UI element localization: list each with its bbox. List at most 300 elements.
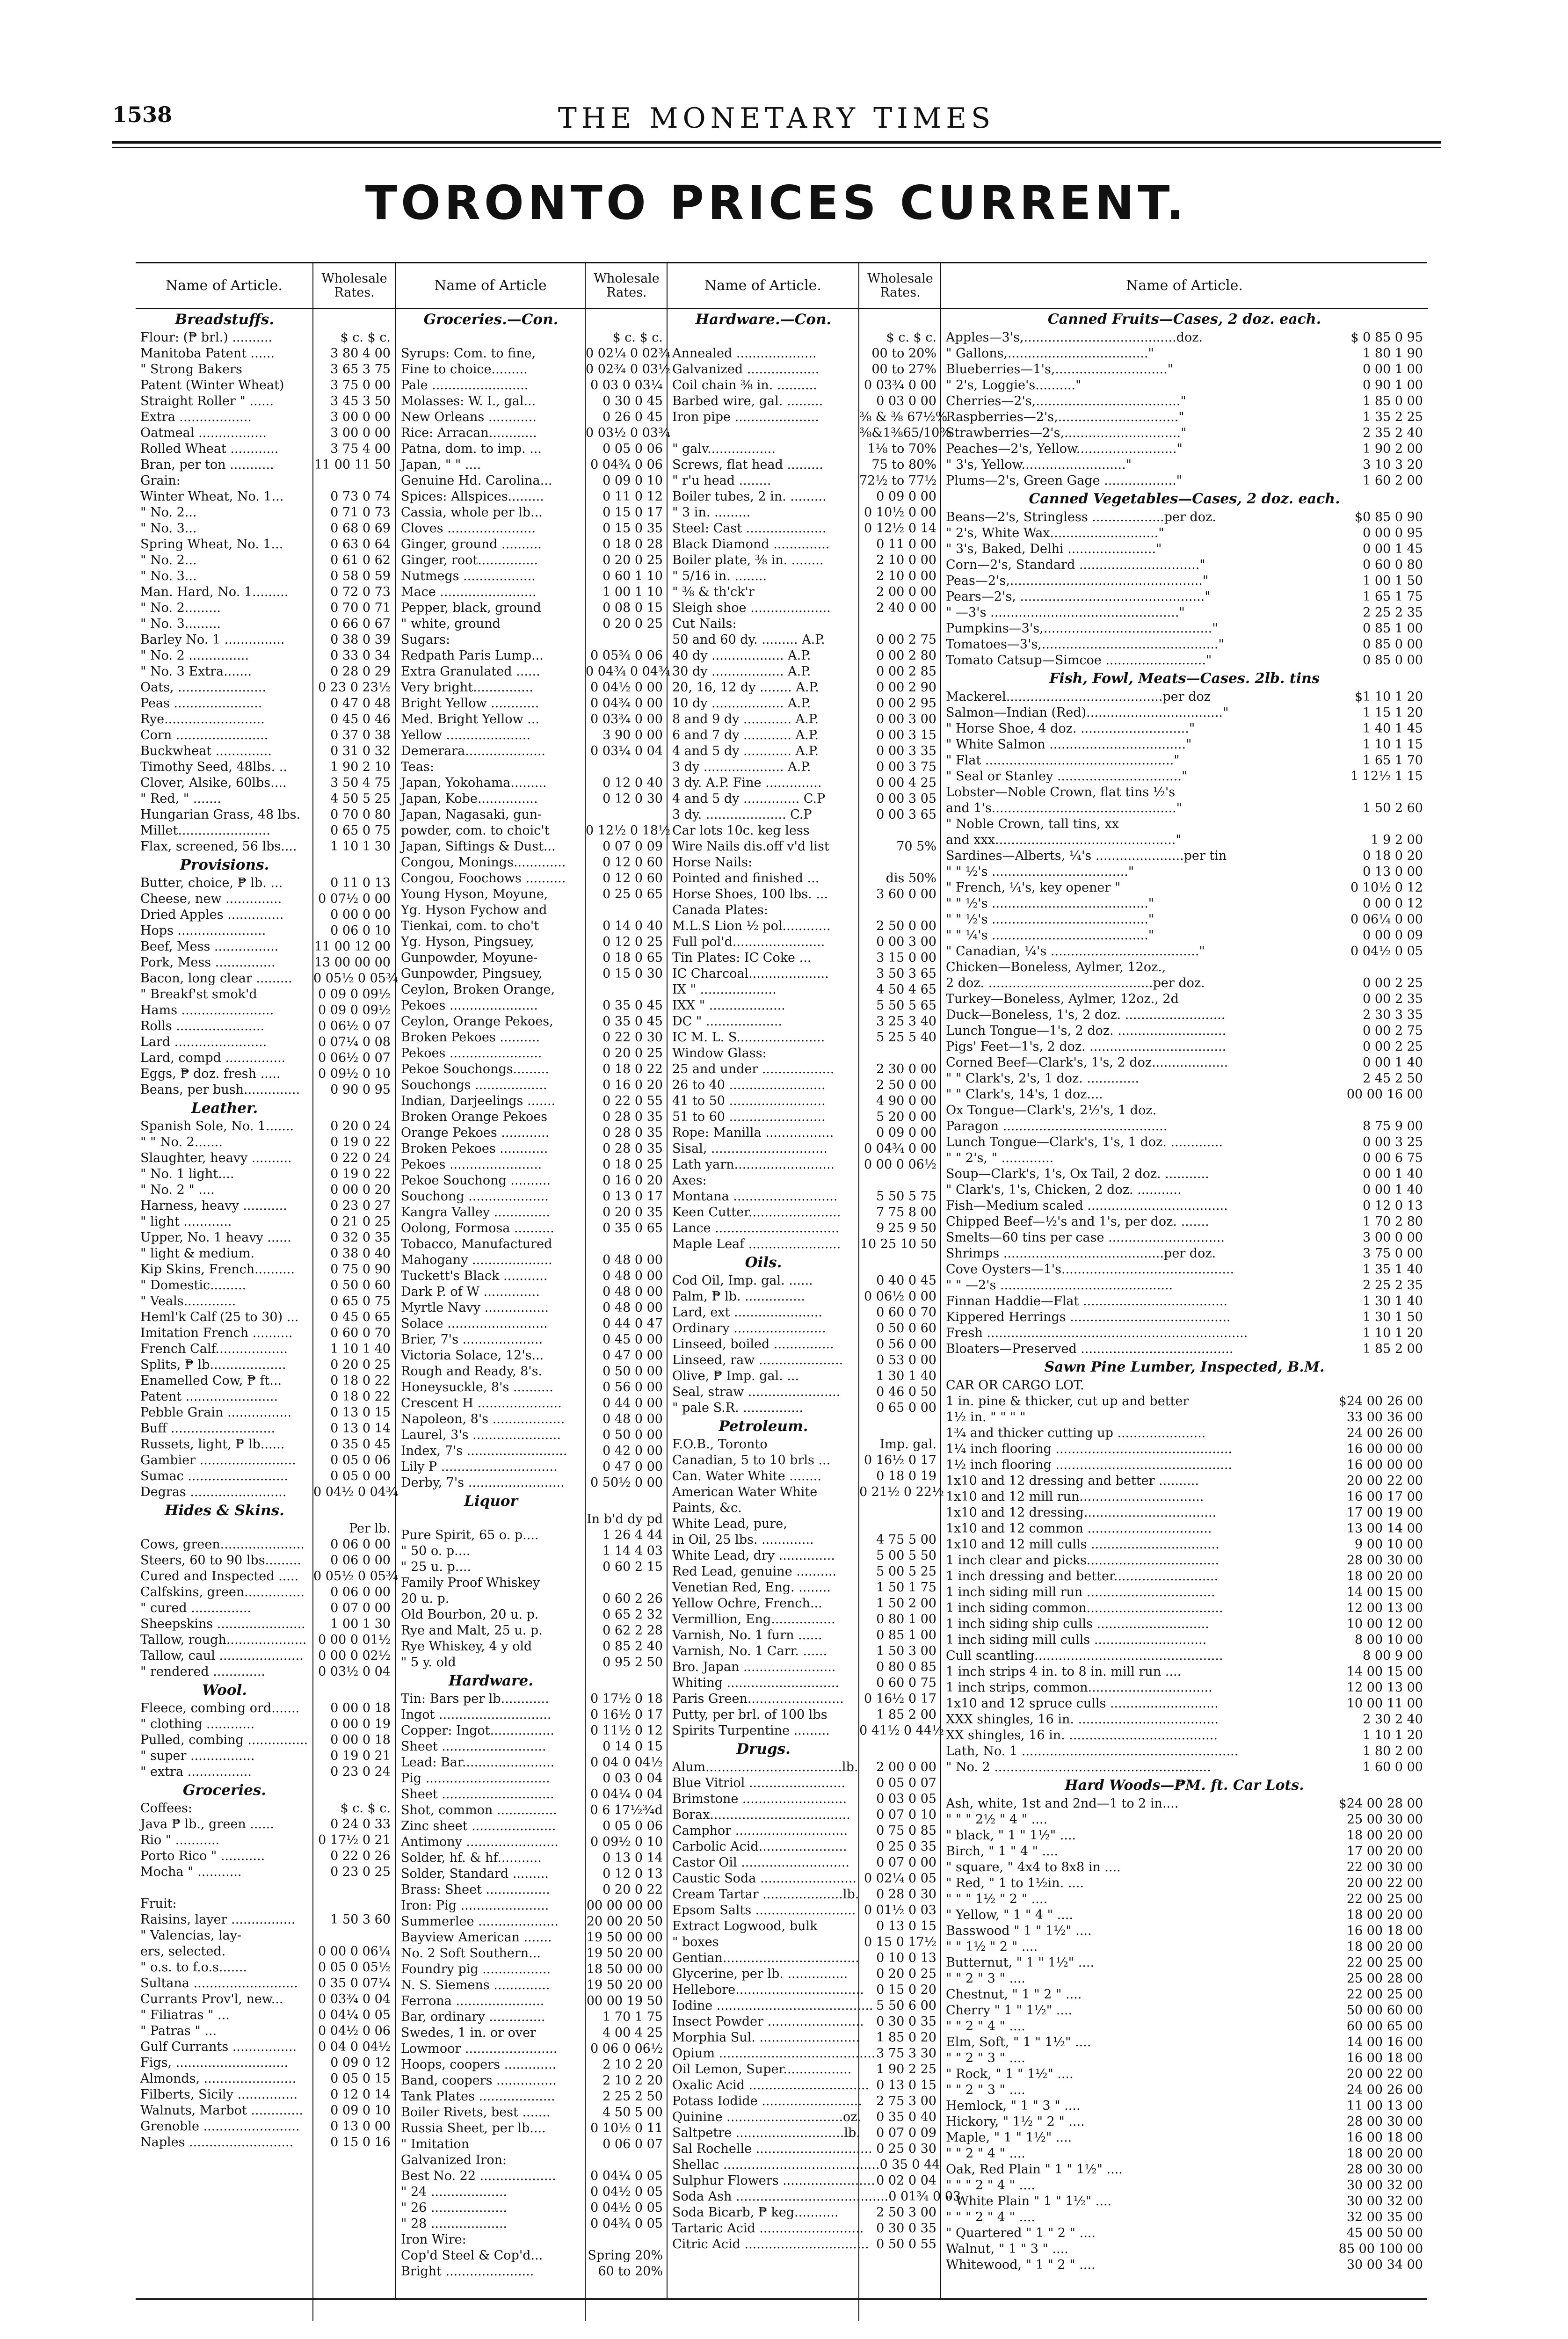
price-row — [941, 1441, 1428, 1457]
page-title: TORONTO PRICES CURRENT. — [365, 175, 1188, 230]
price-row — [668, 378, 941, 393]
wholesale-rate: 0 47 0 00 — [603, 1460, 663, 1474]
price-row — [941, 409, 1428, 425]
wholesale-rate: 25 00 28 00 — [1346, 1971, 1423, 1986]
wholesale-rate: 0 70 0 71 — [330, 601, 391, 615]
article-name: " Noble Crown, tall tins, xx — [946, 817, 1119, 831]
wholesale-rate: 5 20 0 00 — [876, 1110, 936, 1124]
price-row — [941, 1987, 1428, 2003]
wholesale-rate: 0 07 0 00 — [330, 1601, 391, 1615]
price-row — [396, 823, 671, 839]
article-name: 1 inch strips, common............................... — [946, 1680, 1212, 1695]
article-name: Bloaters—Preserved ...................................... — [946, 1342, 1234, 1356]
wholesale-rate: In b'd dy pd — [587, 1512, 663, 1526]
price-row — [941, 2114, 1428, 2130]
article-name: Walnut, " 1 " 3 " .... — [946, 2242, 1068, 2256]
price-row — [136, 1437, 395, 1453]
wholesale-rate: 0 00 0 18 — [330, 1733, 391, 1747]
article-name: Kip Skins, French.......... — [140, 1262, 295, 1277]
price-row — [396, 568, 668, 584]
price-row — [136, 1278, 395, 1293]
wholesale-rate: 0 13 0 15 — [876, 2078, 936, 2092]
price-row — [668, 1759, 941, 1775]
wholesale-rate: 0 48 0 00 — [603, 1253, 663, 1267]
price-row — [136, 393, 395, 409]
price-row — [668, 2205, 941, 2221]
article-name: " light & medium. — [140, 1246, 255, 1261]
article-name: " " Clark's, 14's, 1 doz.... — [946, 1087, 1103, 1102]
wholesale-rate: 72½ to 77½ — [859, 473, 937, 488]
article-name: Victoria Solace, 12's... — [401, 1348, 544, 1363]
article-name: " No. 3......... — [140, 617, 221, 631]
price-row — [668, 1807, 941, 1823]
wholesale-rate: 0 23 0 27 — [330, 1199, 391, 1213]
wholesale-rate: 1 00 1 50 — [1363, 574, 1423, 588]
price-row — [396, 1300, 668, 1316]
price-row — [396, 1189, 668, 1205]
wholesale-rate: 1 30 1 50 — [1363, 1310, 1423, 1324]
article-name: " Patras " ... — [140, 2024, 217, 2038]
wholesale-rate: 1 00 1 30 — [330, 1617, 391, 1631]
wholesale-rate: 0 35 0 07¼ — [318, 1976, 391, 1990]
article-name: " " " 2 " 4 " .... — [946, 2210, 1035, 2224]
article-name: Degras ........................ — [140, 1485, 287, 1499]
price-row — [941, 1039, 1428, 1055]
wholesale-rate: 0 13 0 15 — [876, 1919, 936, 1933]
article-name: Strawberries—2's,............................." — [946, 426, 1187, 440]
wholesale-rate: 0 60 0 70 — [330, 1326, 391, 1340]
wholesale-rate: 1 9 2 00 — [1371, 833, 1423, 847]
wholesale-rate: 0 46 0 50 — [876, 1385, 936, 1399]
article-name: Antimony ....................... — [401, 1835, 559, 1849]
column-body — [136, 309, 399, 2150]
article-name: IXX " ................... — [672, 998, 785, 1013]
price-row — [396, 1961, 668, 1977]
price-row — [668, 1109, 941, 1125]
article-name: Pepper, black, ground — [401, 601, 541, 615]
price-row — [941, 393, 1428, 409]
column-body — [396, 309, 671, 2280]
article-name: Lard, compd ............... — [140, 1051, 286, 1065]
wholesale-rate — [1306, 959, 1428, 975]
article-name: Lobster—Noble Crown, flat tins ½'s — [946, 785, 1176, 799]
price-row — [396, 1898, 668, 1914]
wholesale-rate: 0 19 0 21 — [330, 1749, 391, 1763]
wholesale-rate: 0 06 0 07 — [603, 2137, 663, 2151]
price-row — [136, 2135, 395, 2150]
wholesale-rate: 0 01½ 0 03 — [864, 1903, 936, 1918]
price-row — [396, 855, 668, 871]
price-row — [668, 1643, 941, 1659]
price-row — [136, 1150, 395, 1166]
price-row — [136, 923, 395, 939]
wholesale-rate: 0 10½ 0 11 — [590, 2121, 663, 2136]
wholesale-rate: 0 18 0 22 — [603, 1062, 663, 1076]
wholesale-rate: 0 85 1 00 — [1363, 621, 1423, 636]
price-row — [136, 441, 395, 457]
price-row — [668, 600, 941, 616]
article-name: Young Hyson, Moyune, — [401, 887, 548, 901]
article-name: 25 and under .................. — [672, 1062, 835, 1076]
article-name: IC M. L. S...................... — [672, 1030, 825, 1045]
price-row — [396, 2057, 668, 2073]
price-row — [396, 1348, 668, 1364]
wholesale-rate: 0 90 0 95 — [330, 1082, 391, 1097]
wholesale-rate: 0 48 0 00 — [603, 1269, 663, 1283]
price-row — [396, 1818, 668, 1834]
price-row — [668, 807, 941, 823]
article-name: Epsom Salts ......................... — [672, 1903, 856, 1918]
price-row — [136, 1848, 395, 1864]
wholesale-rate: 11 00 12 00 — [314, 939, 391, 954]
article-name: in Oil, 25 lbs. ............. — [672, 1533, 814, 1547]
wholesale-rate: 0 50 0 60 — [876, 1321, 936, 1336]
price-row — [668, 2030, 941, 2046]
article-name: Caustic Soda ........................ — [672, 1871, 857, 1886]
wholesale-rate: 0 21½ 0 22½ — [859, 1485, 944, 1499]
wholesale-rate: 5 50 5 75 — [876, 1189, 936, 1204]
wholesale-rate: $24 00 26 00 — [1338, 1394, 1423, 1409]
wholesale-rate: 0 95 2 50 — [603, 1655, 663, 1670]
wholesale-rate: $ c. $ c. — [612, 330, 663, 345]
article-name: Indian, Darjeelings ....... — [401, 1094, 556, 1108]
article-name: Screws, flat head ......... — [672, 458, 823, 472]
article-name: Molasses: W. I., gal... — [401, 394, 536, 408]
wholesale-rate: 1 70 1 75 — [603, 2010, 663, 2024]
wholesale-rate: 17 00 20 00 — [1346, 1844, 1423, 1859]
wholesale-rate: 22 00 25 00 — [1346, 1987, 1423, 2002]
article-name: 1 inch siding common.................................. — [946, 1601, 1223, 1615]
price-row — [668, 1950, 941, 1966]
wholesale-rate: 0 47 0 48 — [330, 696, 391, 711]
section-heading: Provisions. — [180, 857, 269, 873]
wholesale-rate: $0 85 0 90 — [1355, 510, 1423, 524]
price-row — [668, 2014, 941, 2030]
price-row — [941, 1812, 1428, 1828]
price-row — [136, 2071, 395, 2087]
article-name: Saltpetre ...........................lb. — [672, 2126, 860, 2140]
wholesale-rate: 0 12 0 13 — [603, 1867, 663, 1881]
wholesale-rate: 4 50 5 25 — [330, 792, 391, 806]
price-row — [941, 1166, 1428, 1182]
article-name: Venetian Red, Eng. ........ — [672, 1580, 831, 1595]
wholesale-rate: 1 90 2 00 — [1363, 442, 1423, 456]
price-row — [396, 1930, 668, 1946]
price-row — [396, 2025, 668, 2041]
wholesale-rate: 0 24 0 33 — [330, 1817, 391, 1831]
article-name: Hickory, " 1½ " 2 " .... — [946, 2114, 1085, 2129]
article-name: Enamelled Cow, ₱ ft... — [140, 1373, 282, 1388]
wholesale-rate: 4 90 0 00 — [876, 1094, 936, 1108]
wholesale-rate: 0 05 0 00 — [330, 1469, 391, 1483]
wholesale-rate: 3 75 0 00 — [1363, 1246, 1423, 1261]
price-row — [668, 1384, 941, 1400]
wholesale-rate: 0 03 0 03¼ — [590, 378, 663, 392]
article-name: Salmon—Indian (Red).................................." — [946, 705, 1229, 720]
wholesale-rate: 22 00 30 00 — [1346, 1860, 1423, 1874]
price-row — [136, 1716, 395, 1732]
price-row — [396, 441, 668, 457]
wholesale-rate: 0 03¾ 0 00 — [864, 378, 936, 392]
article-name: Japan, Kobe............... — [401, 792, 538, 806]
article-name: Red Lead, genuine .......... — [672, 1564, 837, 1579]
price-row — [136, 378, 395, 393]
price-row — [941, 2162, 1428, 2178]
article-name: " rendered ............. — [140, 1664, 265, 1679]
article-name: American Water White — [672, 1485, 818, 1499]
article-name: " 2's, Loggie's.........." — [946, 378, 1082, 392]
article-name: " White Salmon .................................." — [946, 737, 1192, 752]
article-name: Yellow ..................... — [401, 728, 530, 742]
wholesale-rate: 1 50 2 60 — [1363, 801, 1423, 815]
article-name: Apples—3's,......................................doz. — [946, 330, 1203, 345]
price-row — [668, 2173, 941, 2189]
article-name: " No. 2 ............... — [140, 648, 249, 663]
column-header — [136, 263, 395, 309]
wholesale-rate: 0 00 1 40 — [1363, 1183, 1423, 1197]
article-name: " White Plain " 1 " 1½" .... — [946, 2194, 1112, 2208]
article-name: Winter Wheat, No. 1... — [140, 489, 284, 504]
wholesale-rate: 0 63 0 64 — [330, 537, 391, 552]
wholesale-rate: 0 04¾ 0 06 — [590, 458, 663, 472]
price-row — [668, 1934, 941, 1950]
article-name: " " No. 2....... — [140, 1135, 223, 1149]
price-row — [668, 1966, 941, 1982]
article-name: " " ½'s .................................." — [946, 864, 1134, 879]
article-name: Peaches—2's, Yellow........................." — [946, 442, 1183, 456]
price-row — [941, 1262, 1428, 1278]
article-name: " " 2 " 3 " .... — [946, 2083, 1025, 2097]
price-row — [136, 425, 395, 441]
wholesale-rate: 0 03 0 05 — [876, 1792, 936, 1806]
price-row — [668, 1352, 941, 1368]
wholesale-rate: 1 80 1 90 — [1363, 346, 1423, 361]
price-row — [941, 2082, 1428, 2098]
article-name: " square, " 4x4 to 8x8 in .... — [946, 1860, 1121, 1874]
article-name: Cove Oysters—1's........................................... — [946, 1262, 1234, 1277]
article-name: Demerara.................... — [401, 744, 545, 758]
price-row — [396, 409, 668, 425]
price-row — [396, 1443, 668, 1459]
article-name: Castor Oil ........................... — [672, 1855, 849, 1870]
price-row — [668, 1337, 941, 1352]
article-name: " light ............ — [140, 1214, 232, 1229]
wholesale-rate: 1 14 4 03 — [603, 1544, 663, 1558]
article-name: Cherry " 1 " 1½" .... — [946, 2003, 1073, 2018]
price-row — [668, 441, 941, 457]
price-row — [668, 1205, 941, 1220]
price-row — [396, 886, 668, 902]
wholesale-rate: 0 32 0 35 — [330, 1230, 391, 1245]
price-row — [941, 621, 1428, 637]
price-row — [396, 1236, 668, 1252]
article-name: Ginger, ground .......... — [401, 537, 542, 552]
article-name: Best No. 22 ................... — [401, 2169, 556, 2183]
wholesale-rate: 0 03¼ 0 04 — [590, 744, 663, 758]
price-row — [941, 2034, 1428, 2050]
wholesale-rate: 0 18 0 65 — [603, 951, 663, 965]
wholesale-rate — [859, 902, 941, 918]
wholesale-rate: 0 00 3 00 — [876, 712, 936, 726]
wholesale-rate: 0 47 0 00 — [603, 1348, 663, 1363]
price-row — [941, 721, 1428, 737]
article-name: 4 and 5 dy .............. C.P — [672, 792, 826, 806]
article-name: " No. 3 Extra....... — [140, 664, 252, 679]
wholesale-rate: 0 06 0 10 — [330, 923, 391, 938]
price-row — [136, 1262, 395, 1278]
wholesale-rate: 0 04¾ 0 05 — [590, 2216, 663, 2231]
price-row — [136, 2007, 395, 2023]
article-name: " pale S.R. ............... — [672, 1401, 803, 1415]
price-row — [396, 934, 668, 950]
article-name: Broken Orange Pekoes — [401, 1110, 548, 1124]
price-row — [668, 871, 941, 886]
price-row — [941, 346, 1428, 362]
wholesale-rate: 0 38 0 40 — [330, 1246, 391, 1261]
price-row — [396, 680, 668, 696]
article-name: Blue Vitriol ........................ — [672, 1776, 845, 1790]
wholesale-rate: 0 21 0 25 — [330, 1214, 391, 1229]
price-row — [668, 648, 941, 664]
article-name: 4 and 5 dy ............ A.P. — [672, 744, 819, 758]
price-row — [396, 1527, 668, 1543]
article-name: " Red, " 1 to 1½in. .... — [946, 1876, 1084, 1890]
article-name: Fruit: — [140, 1896, 177, 1911]
wholesale-rate: $24 00 28 00 — [1338, 1796, 1423, 1811]
article-name: Millet....................... — [140, 823, 270, 838]
wholesale-rate — [859, 855, 941, 871]
prices-table — [136, 262, 1427, 2300]
article-name: Tienkai, com. to cho't — [401, 919, 539, 933]
column-header-rate: Wholesale Rates. — [858, 263, 941, 308]
price-row — [668, 743, 941, 759]
price-row — [396, 966, 668, 982]
price-row — [136, 1944, 395, 1960]
wholesale-rate: 0 04¼ 0 05 — [590, 2169, 663, 2183]
wholesale-rate: 0 31 0 32 — [330, 744, 391, 758]
price-row — [668, 457, 941, 473]
wholesale-rate: 2 00 0 00 — [876, 1760, 936, 1774]
column-header-name: Name of Article. — [166, 277, 283, 294]
wholesale-rate: 0 75 0 90 — [330, 1262, 391, 1277]
wholesale-rate: 28 00 30 00 — [1346, 1553, 1423, 1568]
wholesale-rate: 0 00 2 90 — [876, 680, 936, 695]
running-title: THE MONETARY TIMES — [558, 102, 995, 135]
wholesale-rate: 0 04 0 04½ — [590, 1755, 663, 1770]
price-row — [396, 648, 668, 664]
price-row — [668, 1723, 944, 1739]
article-name: Paints, &c. — [672, 1501, 742, 1515]
price-row — [396, 1559, 668, 1575]
price-row — [941, 1119, 1428, 1134]
article-name: Spirits Turpentine ......... — [672, 1723, 830, 1738]
article-name: Mahogany .................... — [401, 1253, 552, 1267]
article-name: Yg. Hyson Fychow and — [401, 903, 547, 917]
price-row — [136, 2119, 395, 2135]
article-name: Rye......................... — [140, 712, 265, 726]
price-row — [668, 2189, 961, 2205]
wholesale-rate: 0 20 0 25 — [876, 1967, 936, 1981]
price-row — [668, 1468, 941, 1484]
wholesale-rate: 0 45 0 65 — [330, 1310, 391, 1324]
wholesale-rate: 0 20 0 25 — [603, 617, 663, 631]
price-row — [396, 2152, 668, 2168]
wholesale-rate: 0 66 0 67 — [330, 617, 391, 631]
article-name: Family Proof Whiskey — [401, 1576, 540, 1590]
price-row — [396, 584, 668, 600]
article-name: Tomatoes—3's,............................................" — [946, 637, 1224, 652]
article-name: Lily P ............................. — [401, 1460, 558, 1474]
price-row — [668, 1982, 941, 1998]
article-name: Gunpowder, Pingsuey, — [401, 966, 543, 981]
wholesale-rate: 3 75 4 00 — [330, 442, 391, 456]
article-name: Swedes, 1 in. or over — [401, 2026, 536, 2040]
article-name: Paragon ......................................... — [946, 1119, 1168, 1133]
price-row — [941, 1182, 1428, 1198]
wholesale-rate: 3 80 4 00 — [330, 346, 391, 361]
price-row — [396, 600, 668, 616]
price-row — [396, 1061, 668, 1077]
article-name: Paris Green........................ — [672, 1692, 844, 1706]
wholesale-rate: 1 15 1 20 — [1363, 705, 1423, 720]
wholesale-rate: 3 65 3 75 — [330, 362, 391, 377]
article-name: Bright Yellow ............ — [401, 696, 539, 711]
article-name: Pale ........................ — [401, 378, 529, 392]
price-row — [668, 473, 941, 489]
article-name: Timothy Seed, 48lbs. .. — [140, 760, 287, 774]
article-name: Bran, per ton ........... — [140, 458, 274, 472]
article-name: " 2's, White Wax..........................." — [946, 526, 1164, 540]
article-name: " French, ¼'s, key opener " — [946, 880, 1121, 895]
wholesale-rate: 3 75 3 30 — [876, 2046, 936, 2061]
price-row — [396, 1946, 668, 1961]
article-name: Finnan Haddie—Flat .................................... — [946, 1294, 1227, 1308]
article-name: Grenoble ........................ — [140, 2119, 300, 2134]
wholesale-rate: 20 00 20 50 — [586, 1914, 663, 1929]
article-name: Gentian.................................. — [672, 1951, 859, 1965]
article-name: Index, 7's ......................... — [401, 1444, 567, 1458]
article-name: " " 1½ " 2 " .... — [946, 1939, 1038, 1954]
article-name: Oil Lemon, Super................. — [672, 2062, 852, 2077]
article-name: Shrimps ........................................per doz. — [946, 1246, 1216, 1261]
section-heading: Leather. — [191, 1100, 258, 1117]
wholesale-rate: 0 48 0 00 — [603, 1285, 663, 1299]
wholesale-rate: 0 18 0 28 — [603, 537, 663, 552]
price-row — [668, 855, 941, 871]
article-name: Pears—2's, .............................................." — [946, 589, 1211, 604]
article-name: Hoops, coopers ............. — [401, 2057, 557, 2072]
wholesale-rate: 2 50 3 00 — [876, 2205, 936, 2220]
wholesale-rate: 0 11 0 00 — [876, 537, 936, 552]
wholesale-rate: 0 04¾ 0 00 — [864, 1141, 936, 1156]
article-name: Pekoe Souchong .......... — [401, 1173, 551, 1188]
article-name: Napoleon, 8's .................. — [401, 1412, 565, 1426]
wholesale-rate: 4 50 4 65 — [876, 982, 936, 997]
wholesale-rate: 0 80 1 00 — [876, 1612, 936, 1627]
article-name: 1 inch strips 4 in. to 8 in. mill run .... — [946, 1664, 1182, 1679]
article-name: Hemlock, " 1 " 3 " .... — [946, 2099, 1081, 2113]
price-row — [396, 1882, 668, 1898]
price-row — [668, 1014, 941, 1030]
price-row — [668, 1321, 941, 1337]
price-row — [396, 362, 671, 378]
wholesale-rate: 0 04½ 0 06 — [318, 2024, 391, 2038]
header-rule-thick — [112, 141, 1441, 144]
section-heading: Hides & Skins. — [165, 1502, 284, 1519]
price-row — [136, 489, 395, 505]
article-name: " cured ............... — [140, 1601, 252, 1615]
wholesale-rate: 0 09 0 09½ — [318, 987, 391, 1002]
